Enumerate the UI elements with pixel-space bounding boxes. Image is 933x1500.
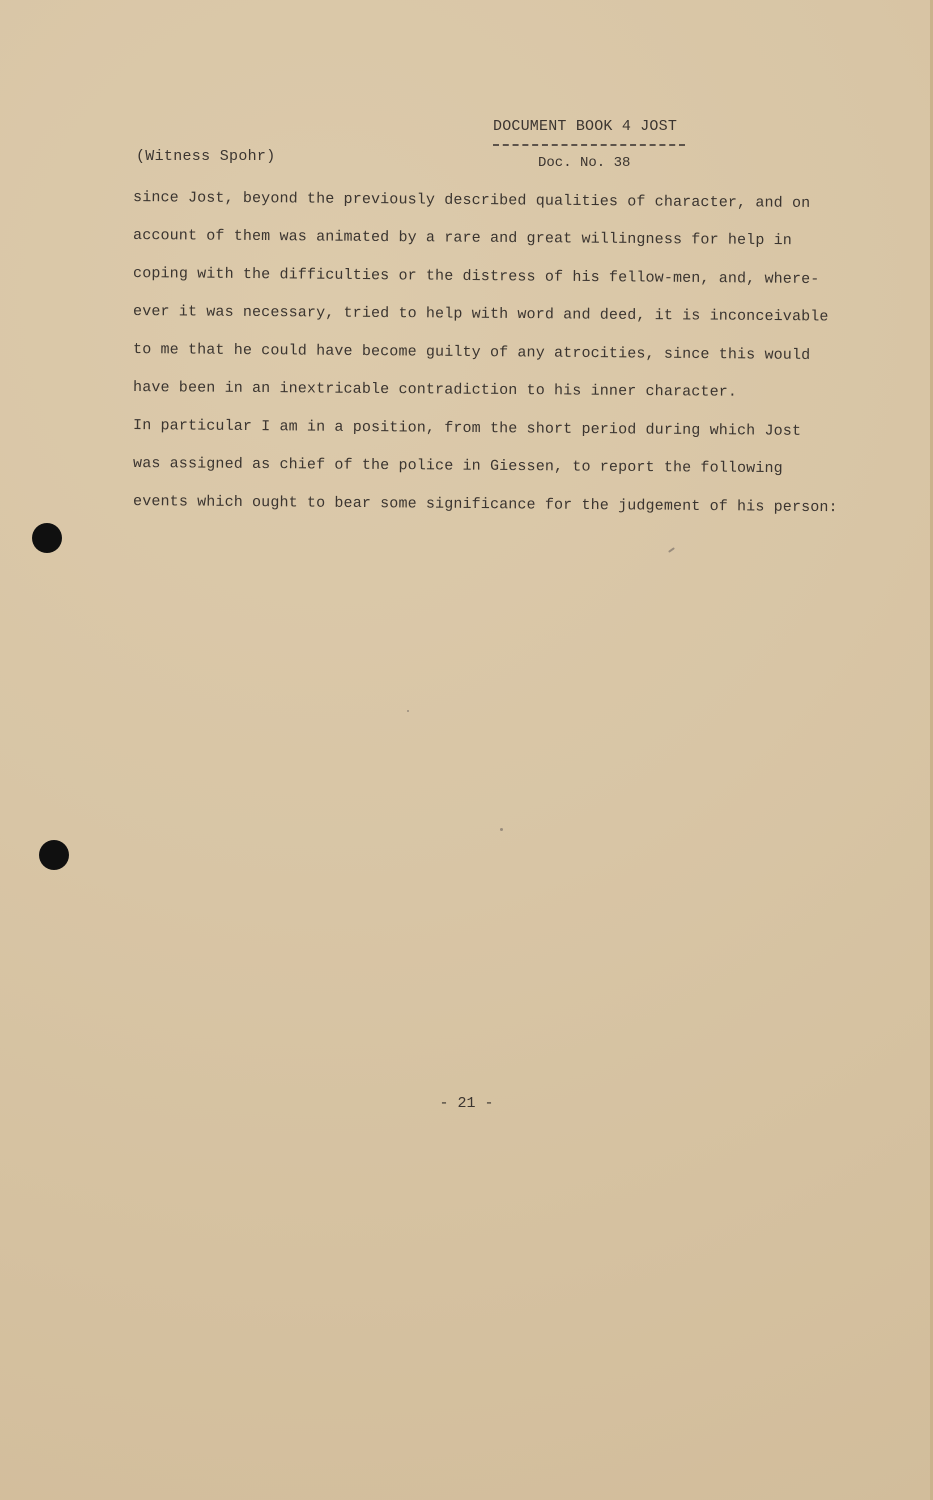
body-line-2: account of them was animated by a rare and great willingness for help in — [133, 227, 793, 250]
body-line-8: was assigned as chief of the police in Giessen, to report the following — [133, 455, 783, 478]
paper-speck — [500, 828, 503, 831]
body-line-3: coping with the difficulties or the distress of his fellow-men, and, where- — [133, 265, 820, 288]
binder-hole-bottom — [39, 840, 69, 870]
header-underline — [493, 144, 685, 146]
page-number: - 21 - — [439, 1095, 494, 1112]
paper-mark — [668, 547, 675, 553]
document-book-title: DOCUMENT BOOK 4 JOST — [493, 118, 678, 135]
body-line-6: have been in an inextricable contradiction to his inner character. — [133, 379, 738, 401]
paper-speck — [407, 710, 409, 712]
binder-hole-top — [32, 523, 62, 553]
document-header — [493, 118, 713, 171]
body-line-1: since Jost, beyond the previously described qualities of character, and on — [133, 189, 811, 212]
body-text — [133, 189, 868, 531]
body-line-4: ever it was necessary, tried to help with word and deed, it is inconceivable — [133, 303, 829, 326]
witness-label: (Witness Spohr) — [136, 148, 276, 165]
body-line-7: In particular I am in a position, from the short period during which Jost — [133, 417, 802, 440]
document-number: Doc. No. 38 — [538, 155, 631, 171]
body-line-5: to me that he could have become guilty of any atrocities, since this would — [133, 341, 811, 364]
body-line-9: events which ought to bear some significance for the judgement of his person: — [133, 493, 838, 517]
